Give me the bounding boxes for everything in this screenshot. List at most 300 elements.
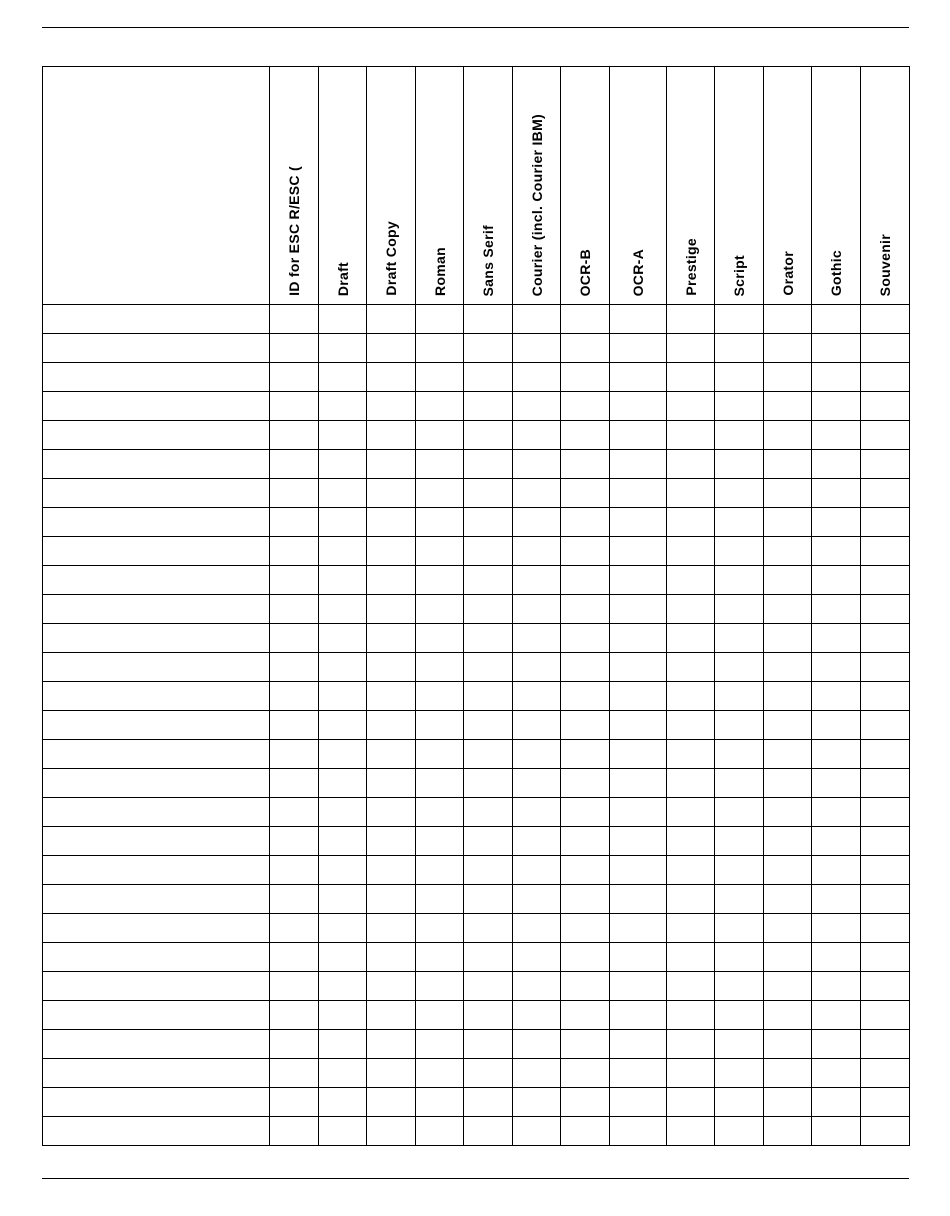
header-blank-cell [43,67,270,305]
table-cell [610,1030,667,1059]
row-label-cell [43,537,270,566]
table-cell [861,740,910,769]
table-cell [561,653,610,682]
table-cell [513,537,561,566]
table-cell [416,363,464,392]
table-cell [812,914,861,943]
table-cell [513,450,561,479]
table-cell [764,421,812,450]
table-cell [561,711,610,740]
row-label-cell [43,624,270,653]
table-cell [367,537,416,566]
table-cell [610,856,667,885]
table-cell [667,653,715,682]
table-body [43,305,910,1146]
row-label-cell [43,1059,270,1088]
table-cell [464,682,513,711]
table-cell [513,363,561,392]
row-label-cell [43,1088,270,1117]
table-cell [416,653,464,682]
table-cell [416,798,464,827]
table-cell [764,856,812,885]
table-cell [513,334,561,363]
table-cell [319,421,367,450]
column-header-label: OCR-B [577,248,593,296]
table-cell [561,682,610,711]
table-cell [561,421,610,450]
table-cell [667,392,715,421]
row-label-cell [43,740,270,769]
table-cell [764,479,812,508]
table-cell [764,1088,812,1117]
table-cell [270,769,319,798]
table-cell [715,595,764,624]
table-cell [610,1001,667,1030]
table-cell [416,508,464,537]
table-cell [667,421,715,450]
table-cell [270,305,319,334]
table-cell [812,421,861,450]
table-cell [416,769,464,798]
table-cell [715,624,764,653]
table-cell [667,1088,715,1117]
table-row [43,653,910,682]
table-cell [667,682,715,711]
table-cell [812,1059,861,1088]
table-cell [513,798,561,827]
table-cell [513,624,561,653]
table-cell [464,1059,513,1088]
table-cell [513,653,561,682]
table-row [43,450,910,479]
table-cell [270,1001,319,1030]
table-cell [610,421,667,450]
table-cell [764,1030,812,1059]
table-cell [715,1088,764,1117]
column-header [513,67,561,305]
table-cell [667,856,715,885]
table-cell [367,479,416,508]
table-cell [319,1117,367,1146]
table-cell [861,653,910,682]
column-header [270,67,319,305]
table-cell [764,711,812,740]
table-cell [367,914,416,943]
row-label-cell [43,653,270,682]
table-cell [610,1059,667,1088]
table-cell [464,595,513,624]
row-label-cell [43,363,270,392]
table-cell [561,885,610,914]
table-cell [513,682,561,711]
table-cell [416,972,464,1001]
table-cell [610,595,667,624]
table-cell [764,363,812,392]
table-cell [764,334,812,363]
table-cell [270,740,319,769]
table-cell [416,943,464,972]
table-cell [861,856,910,885]
table-cell [812,769,861,798]
row-label-cell [43,856,270,885]
table-cell [610,885,667,914]
column-header-label: ID for ESC R/ESC ( [286,166,302,296]
table-cell [416,1001,464,1030]
table-cell [764,682,812,711]
table-cell [270,508,319,537]
table-cell [764,392,812,421]
table-cell [610,450,667,479]
table-cell [610,827,667,856]
table-cell [561,392,610,421]
table-cell [861,1117,910,1146]
table-cell [319,943,367,972]
table-cell [561,1059,610,1088]
table-cell [270,798,319,827]
table-cell [764,305,812,334]
table-cell [861,885,910,914]
table-cell [270,624,319,653]
table-cell [812,653,861,682]
table-cell [861,624,910,653]
table-cell [561,972,610,1001]
table-cell [667,1117,715,1146]
table-cell [667,624,715,653]
table-cell [367,885,416,914]
table-cell [464,334,513,363]
column-header [416,67,464,305]
table-cell [464,450,513,479]
table-cell [416,537,464,566]
row-label-cell [43,421,270,450]
table-cell [610,305,667,334]
table-cell [367,421,416,450]
table-cell [861,363,910,392]
table-row [43,798,910,827]
table-cell [715,682,764,711]
table-cell [561,363,610,392]
table-cell [464,798,513,827]
table-cell [464,1088,513,1117]
table-cell [513,885,561,914]
table-cell [764,537,812,566]
table-cell [764,769,812,798]
table-cell [764,798,812,827]
row-label-cell [43,1117,270,1146]
table-row [43,914,910,943]
table-row [43,827,910,856]
table-cell [561,856,610,885]
table-cell [513,1030,561,1059]
table-cell [812,566,861,595]
column-header-label: Souvenir [877,233,893,296]
table-cell [812,537,861,566]
table-cell [861,566,910,595]
table-cell [270,972,319,1001]
column-header [861,67,910,305]
table-cell [270,653,319,682]
table-cell [367,508,416,537]
row-label-cell [43,885,270,914]
font-compatibility-table [42,66,910,1146]
table-cell [667,972,715,1001]
table-cell [464,537,513,566]
column-header [610,67,667,305]
table-cell [367,334,416,363]
table-cell [416,334,464,363]
table-cell [861,972,910,1001]
table-cell [812,595,861,624]
table-row [43,885,910,914]
column-header [464,67,513,305]
table-cell [667,537,715,566]
table-cell [812,305,861,334]
table-cell [367,856,416,885]
table-cell [513,740,561,769]
table-cell [319,479,367,508]
table-cell [561,508,610,537]
table-cell [513,972,561,1001]
table-cell [561,537,610,566]
table-cell [464,653,513,682]
table-cell [561,827,610,856]
table-cell [861,537,910,566]
row-label-cell [43,798,270,827]
column-header-label: Gothic [828,249,844,296]
table-cell [715,421,764,450]
table-cell [270,914,319,943]
table-cell [561,479,610,508]
table-cell [367,943,416,972]
table-cell [610,914,667,943]
table-cell [812,624,861,653]
table-cell [416,392,464,421]
table-cell [464,885,513,914]
table-row [43,1117,910,1146]
table-cell [764,740,812,769]
table-cell [715,827,764,856]
column-header-label: Orator [779,251,796,296]
table-cell [319,508,367,537]
table-row [43,334,910,363]
table-cell [513,711,561,740]
table-cell [715,508,764,537]
table-cell [715,769,764,798]
table-row [43,1001,910,1030]
table-row [43,1088,910,1117]
table-cell [513,1001,561,1030]
table-cell [561,624,610,653]
table-cell [610,653,667,682]
table-cell [667,885,715,914]
table-cell [270,334,319,363]
table-cell [667,1059,715,1088]
table-cell [270,1117,319,1146]
table-cell [416,1059,464,1088]
table-cell [513,856,561,885]
table-cell [367,392,416,421]
table-cell [561,1030,610,1059]
table-cell [270,856,319,885]
table-cell [464,363,513,392]
table-cell [715,972,764,1001]
table-cell [270,885,319,914]
table-cell [513,827,561,856]
table-cell [764,914,812,943]
table-cell [861,1001,910,1030]
table-cell [270,566,319,595]
table-row [43,1030,910,1059]
table-cell [319,392,367,421]
table-cell [561,595,610,624]
column-header-label: Draft [334,261,351,296]
table-cell [270,363,319,392]
row-label-cell [43,566,270,595]
table-cell [319,334,367,363]
table-cell [715,479,764,508]
table-cell [416,421,464,450]
table-cell [610,711,667,740]
table-cell [715,334,764,363]
table-cell [861,798,910,827]
table-cell [561,798,610,827]
column-header [667,67,715,305]
table-cell [270,1030,319,1059]
row-label-cell [43,827,270,856]
table-cell [715,885,764,914]
table-cell [270,711,319,740]
table-cell [610,798,667,827]
table-cell [610,740,667,769]
row-label-cell [43,769,270,798]
table-cell [861,334,910,363]
table-cell [667,1001,715,1030]
table-cell [715,1117,764,1146]
table-cell [367,1001,416,1030]
row-label-cell [43,392,270,421]
table-cell [513,1117,561,1146]
table-cell [812,1001,861,1030]
row-label-cell [43,682,270,711]
table-cell [764,885,812,914]
table-cell [367,769,416,798]
table-cell [367,1030,416,1059]
table-cell [270,943,319,972]
table-row [43,711,910,740]
table-cell [464,914,513,943]
table-cell [861,392,910,421]
table-cell [812,711,861,740]
table-cell [319,827,367,856]
table-cell [367,827,416,856]
table-row [43,943,910,972]
table-cell [667,740,715,769]
table-cell [319,537,367,566]
column-header [319,67,367,305]
table-cell [667,943,715,972]
column-header-label: OCR-A [630,248,646,296]
table-cell [861,479,910,508]
table-cell [764,653,812,682]
table-cell [667,450,715,479]
table-cell [667,566,715,595]
table-cell [513,421,561,450]
table-cell [319,856,367,885]
table-cell [270,595,319,624]
table-cell [667,769,715,798]
table-cell [513,566,561,595]
table-cell [367,566,416,595]
table-cell [764,624,812,653]
table-cell [861,1030,910,1059]
table-cell [861,914,910,943]
table-cell [561,740,610,769]
table-cell [513,305,561,334]
row-label-cell [43,305,270,334]
column-header-label: Sans Serif [480,224,496,296]
table-cell [319,566,367,595]
table-cell [610,972,667,1001]
table-cell [416,624,464,653]
table-row [43,479,910,508]
table-cell [464,392,513,421]
table-cell [416,711,464,740]
table-cell [812,450,861,479]
table-cell [561,334,610,363]
table-cell [861,421,910,450]
table-cell [812,885,861,914]
table-cell [270,1059,319,1088]
table-cell [610,334,667,363]
table-cell [764,508,812,537]
row-label-cell [43,479,270,508]
table-cell [319,798,367,827]
table-cell [812,392,861,421]
table-cell [464,711,513,740]
table-cell [667,363,715,392]
table-cell [319,740,367,769]
table-cell [319,1001,367,1030]
table-cell [464,972,513,1001]
table-cell [812,1030,861,1059]
table-cell [861,508,910,537]
table-cell [764,972,812,1001]
table-row [43,624,910,653]
table-cell [319,595,367,624]
table-row [43,305,910,334]
table-cell [367,305,416,334]
table-cell [367,363,416,392]
row-label-cell [43,711,270,740]
table-cell [319,885,367,914]
table-row [43,363,910,392]
table-cell [667,479,715,508]
table-cell [319,363,367,392]
table-row [43,740,910,769]
table-cell [513,943,561,972]
table-cell [513,769,561,798]
table-cell [416,1030,464,1059]
table-cell [416,479,464,508]
table-cell [416,856,464,885]
table-cell [715,1001,764,1030]
table-cell [715,566,764,595]
table-cell [416,885,464,914]
table-cell [561,1001,610,1030]
table-cell [513,1088,561,1117]
table-cell [561,943,610,972]
table-cell [715,856,764,885]
